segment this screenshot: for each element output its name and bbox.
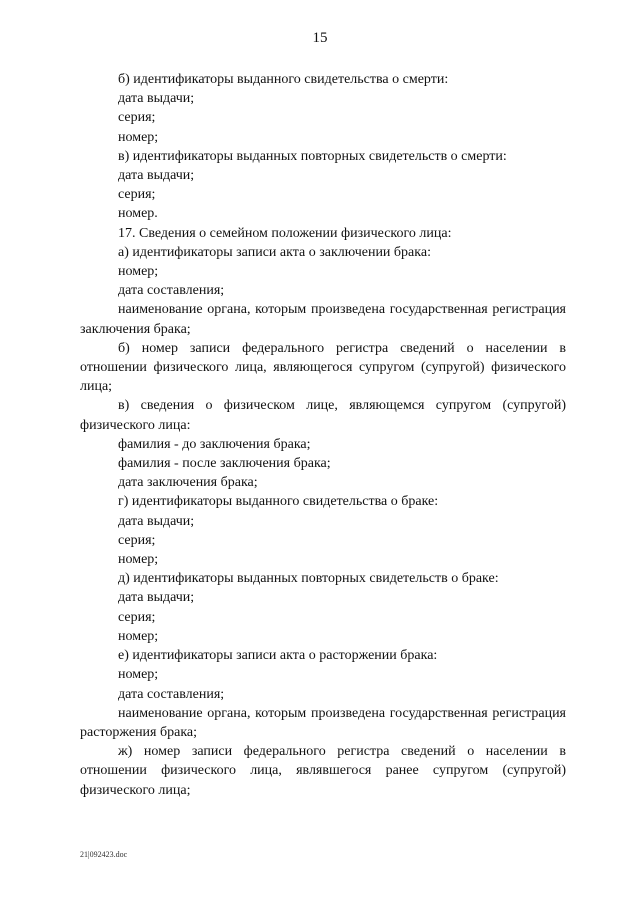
- list-item-series: серия;: [118, 609, 156, 625]
- list-item-series: серия;: [118, 532, 156, 548]
- paragraph-divorce-record-ids: е) идентификаторы записи акта о расторжении брака:: [118, 648, 438, 664]
- paragraph-spouse-info: в) сведения о физическом лице, являющемся супругом (супругой) физического лица:: [80, 398, 566, 433]
- list-item-number: номер;: [118, 667, 159, 683]
- section-17-heading: 17. Сведения о семейном положении физического лица:: [118, 225, 452, 241]
- list-item-number: номер;: [118, 264, 159, 280]
- list-item-marriage-date: дата заключения брака;: [118, 475, 258, 491]
- list-item-issue-date: дата выдачи;: [118, 91, 195, 107]
- paragraph-repeat-death-certificates: в) идентификаторы выданных повторных свидетельств о смерти:: [118, 148, 507, 164]
- list-item-surname-before: фамилия - до заключения брака;: [118, 436, 311, 452]
- paragraph-marriage-certificate-ids: г) идентификаторы выданного свидетельства о браке:: [118, 494, 439, 510]
- list-item-number: номер;: [118, 129, 159, 145]
- list-item-compilation-date: дата составления;: [118, 283, 225, 299]
- list-item-issue-date: дата выдачи;: [118, 590, 195, 606]
- paragraph-spouse-register-number: б) номер записи федерального регистра сведений о населении в отношении физического лица, являющегося супругом (супругой) физического лица;: [80, 340, 566, 395]
- paragraph-death-certificate-ids: б) идентификаторы выданного свидетельства о смерти:: [118, 72, 449, 87]
- paragraph-former-spouse-register-number: ж) номер записи федерального регистра сведений о населении в отношении физического лица, являвшегося ранее супругом (супругой) физического лица;: [80, 744, 566, 798]
- list-item-number: номер;: [118, 628, 159, 644]
- document-body: [80, 70, 566, 800]
- list-item-compilation-date: дата составления;: [118, 686, 225, 702]
- paragraph-repeat-marriage-certificates: д) идентификаторы выданных повторных свидетельств о браке:: [118, 571, 499, 587]
- page-number: 15: [312, 30, 328, 46]
- list-item-number: номер;: [118, 552, 159, 568]
- paragraph-marriage-record-ids: а) идентификаторы записи акта о заключении брака:: [118, 244, 431, 260]
- list-item-surname-after: фамилия - после заключения брака;: [118, 456, 331, 472]
- list-item-issue-date: дата выдачи;: [118, 513, 195, 529]
- list-item-issue-date: дата выдачи;: [118, 168, 195, 184]
- file-name-footer: 21|092423.doc: [80, 850, 128, 859]
- list-item-number: номер.: [118, 206, 158, 222]
- list-item-series: серия;: [118, 187, 156, 203]
- list-item-marriage-registration-authority: наименование органа, которым произведена государственная регистрация заключения брака;: [80, 302, 566, 337]
- list-item-series: серия;: [118, 110, 156, 126]
- list-item-divorce-registration-authority: наименование органа, которым произведена государственная регистрация расторжения брака;: [80, 705, 566, 740]
